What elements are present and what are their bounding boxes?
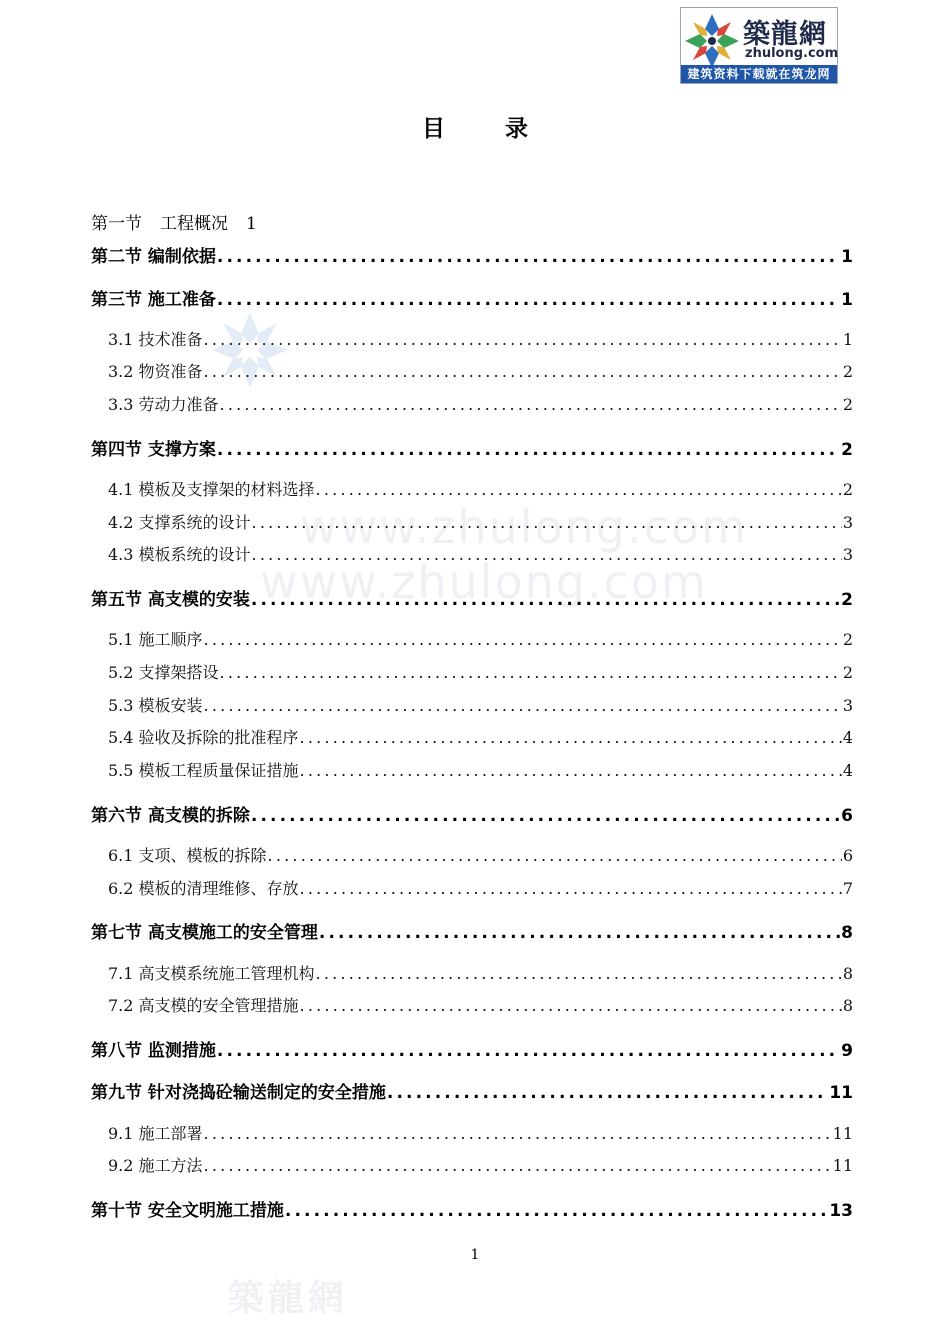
toc-dot-leader [204,362,842,381]
toc-page-number: 1 [841,290,853,310]
toc-page-number: 11 [832,1156,853,1175]
toc-entry-label: 4.2 支撑系统的设计 [108,513,251,532]
toc-entry[interactable] [91,961,853,984]
toc-page-number: 4 [842,761,853,780]
toc-dot-leader [251,806,840,826]
toc-entry-label: 第八节 监测措施 [91,1041,216,1061]
toc-entry[interactable] [91,1121,853,1144]
toc-dot-leader [300,996,842,1015]
toc-section-number: 第一节 [91,214,142,234]
toc-entry[interactable] [91,327,853,350]
toc-dot-leader [316,964,842,983]
toc-dot-leader [217,290,840,310]
logo-slogan: 建筑资料下载就在筑龙网 [681,65,837,83]
toc-entry-label: 4.3 模板系统的设计 [108,545,251,564]
toc-page-number: 1 [246,214,257,234]
toc-page-number: 3 [842,696,853,715]
toc-dot-leader [268,846,842,865]
toc-entry-label: 5.1 施工顺序 [108,630,203,649]
toc-entry-label: 7.1 高支模系统施工管理机构 [108,964,315,983]
toc-page-number: 2 [842,630,853,649]
toc-page-number: 1 [842,330,853,349]
toc-entry-label: 5.4 验收及拆除的批准程序 [108,728,299,747]
toc-dot-leader [252,545,842,564]
toc-dot-leader [319,923,840,943]
snowflake-logo-icon [683,12,741,70]
toc-dot-leader [217,440,840,460]
toc-page-number: 4 [842,728,853,747]
toc-page-number: 2 [842,362,853,381]
toc-entry[interactable] [91,876,853,899]
toc-dot-leader [204,696,842,715]
logo-name: 築龍網 [743,19,827,50]
toc-page-number: 8 [842,964,853,983]
toc-entry[interactable] [91,843,853,866]
toc-page-number: 2 [842,480,853,499]
toc-page-number: 3 [842,545,853,564]
toc-entry-label: 7.2 高支模的安全管理措施 [108,996,299,1015]
toc-entry[interactable] [91,477,853,500]
toc-entry-label: 第六节 高支模的拆除 [91,806,250,826]
toc-entry[interactable] [91,993,853,1016]
toc-entry[interactable] [91,627,853,650]
toc-dot-leader [217,1041,840,1061]
toc-page-number: 6 [841,806,853,826]
toc-dot-leader [285,1201,828,1221]
toc-entry[interactable] [91,510,853,533]
toc-entry[interactable] [91,542,853,565]
toc-entry[interactable] [91,242,853,267]
toc-entry[interactable] [91,1153,853,1176]
toc-page-number: 1 [841,247,853,267]
toc-page-number: 2 [842,395,853,414]
toc-dot-leader [217,247,840,267]
watermark-bottom-text: 築龍網 [228,1277,349,1319]
toc-entry[interactable] [91,693,853,716]
toc-dot-leader [204,630,842,649]
page-title: 目录 [422,116,588,142]
toc-entry[interactable] [91,918,853,943]
toc-entry[interactable] [91,1078,853,1103]
toc-entry-label: 第四节 支撑方案 [91,440,216,460]
toc-dot-leader [220,395,842,414]
toc-entry-label: 第九节 针对浇捣砼输送制定的安全措施 [91,1083,386,1103]
toc-entry-label: 工程概况 [160,214,228,234]
toc-dot-leader [387,1083,828,1103]
toc-entry-label: 6.2 模板的清理维修、存放 [108,879,299,898]
watermark-text: www.zhulong.com [260,555,708,609]
toc-page-number: 8 [841,923,853,943]
zhulong-logo[interactable] [680,7,838,84]
toc-entry[interactable] [91,285,853,310]
toc-entry[interactable] [91,660,853,683]
toc-entry-label: 6.1 支项、模板的拆除 [108,846,267,865]
toc-entry[interactable] [91,1036,853,1061]
toc-page-number: 6 [842,846,853,865]
toc-entry[interactable] [91,758,853,781]
toc-dot-leader [204,330,842,349]
toc-page-number: 2 [841,440,853,460]
toc-entry-label: 9.1 施工部署 [108,1124,203,1143]
toc-page-number: 7 [842,879,853,898]
toc-entry[interactable] [91,1196,853,1221]
toc-entry-label: 9.2 施工方法 [108,1156,203,1175]
toc-page-number: 8 [842,996,853,1015]
toc-dot-leader [204,1156,832,1175]
toc-entry[interactable] [91,801,853,826]
toc-entry[interactable] [91,725,853,748]
toc-dot-leader [220,663,842,682]
toc-entry-label: 第七节 高支模施工的安全管理 [91,923,318,943]
toc-page-number: 3 [842,513,853,532]
logo-url: zhulong.com [745,46,839,61]
toc-entry-label: 5.5 模板工程质量保证措施 [108,761,299,780]
toc-dot-leader [300,728,842,747]
toc-entry-label: 第十节 安全文明施工措施 [91,1201,284,1221]
toc-page-number: 2 [842,663,853,682]
toc-entry[interactable] [91,392,853,415]
toc-dot-leader [204,1124,832,1143]
toc-entry[interactable] [91,585,853,610]
toc-entry-label: 第二节 编制依据 [91,247,216,267]
toc-entry-label: 5.2 支撑架搭设 [108,663,219,682]
toc-entry-label: 3.1 技术准备 [108,330,203,349]
toc-dot-leader [300,879,842,898]
toc-entry-label: 第五节 高支模的安装 [91,590,250,610]
toc-dot-leader [300,761,842,780]
page-number: 1 [470,1247,480,1263]
watermark-text: www.zhulong.com [300,500,748,554]
toc-entry-label: 3.3 劳动力准备 [108,395,219,414]
toc-dot-leader [316,480,842,499]
toc-dot-leader [251,590,840,610]
toc-dot-leader [252,513,842,532]
toc-page-number: 13 [829,1201,853,1221]
toc-entry-label: 5.3 模板安装 [108,696,203,715]
toc-entry-label: 第三节 施工准备 [91,290,216,310]
toc-entry-label: 3.2 物资准备 [108,362,203,381]
toc-page-number: 11 [832,1124,853,1143]
toc-entry-label: 4.1 模板及支撑架的材料选择 [108,480,315,499]
toc-page-number: 11 [829,1083,853,1103]
toc-page-number: 9 [841,1041,853,1061]
toc-entry[interactable] [91,435,853,460]
toc-entry[interactable] [91,359,853,382]
toc-page-number: 2 [841,590,853,610]
toc-entry-section-1[interactable] [91,209,853,234]
